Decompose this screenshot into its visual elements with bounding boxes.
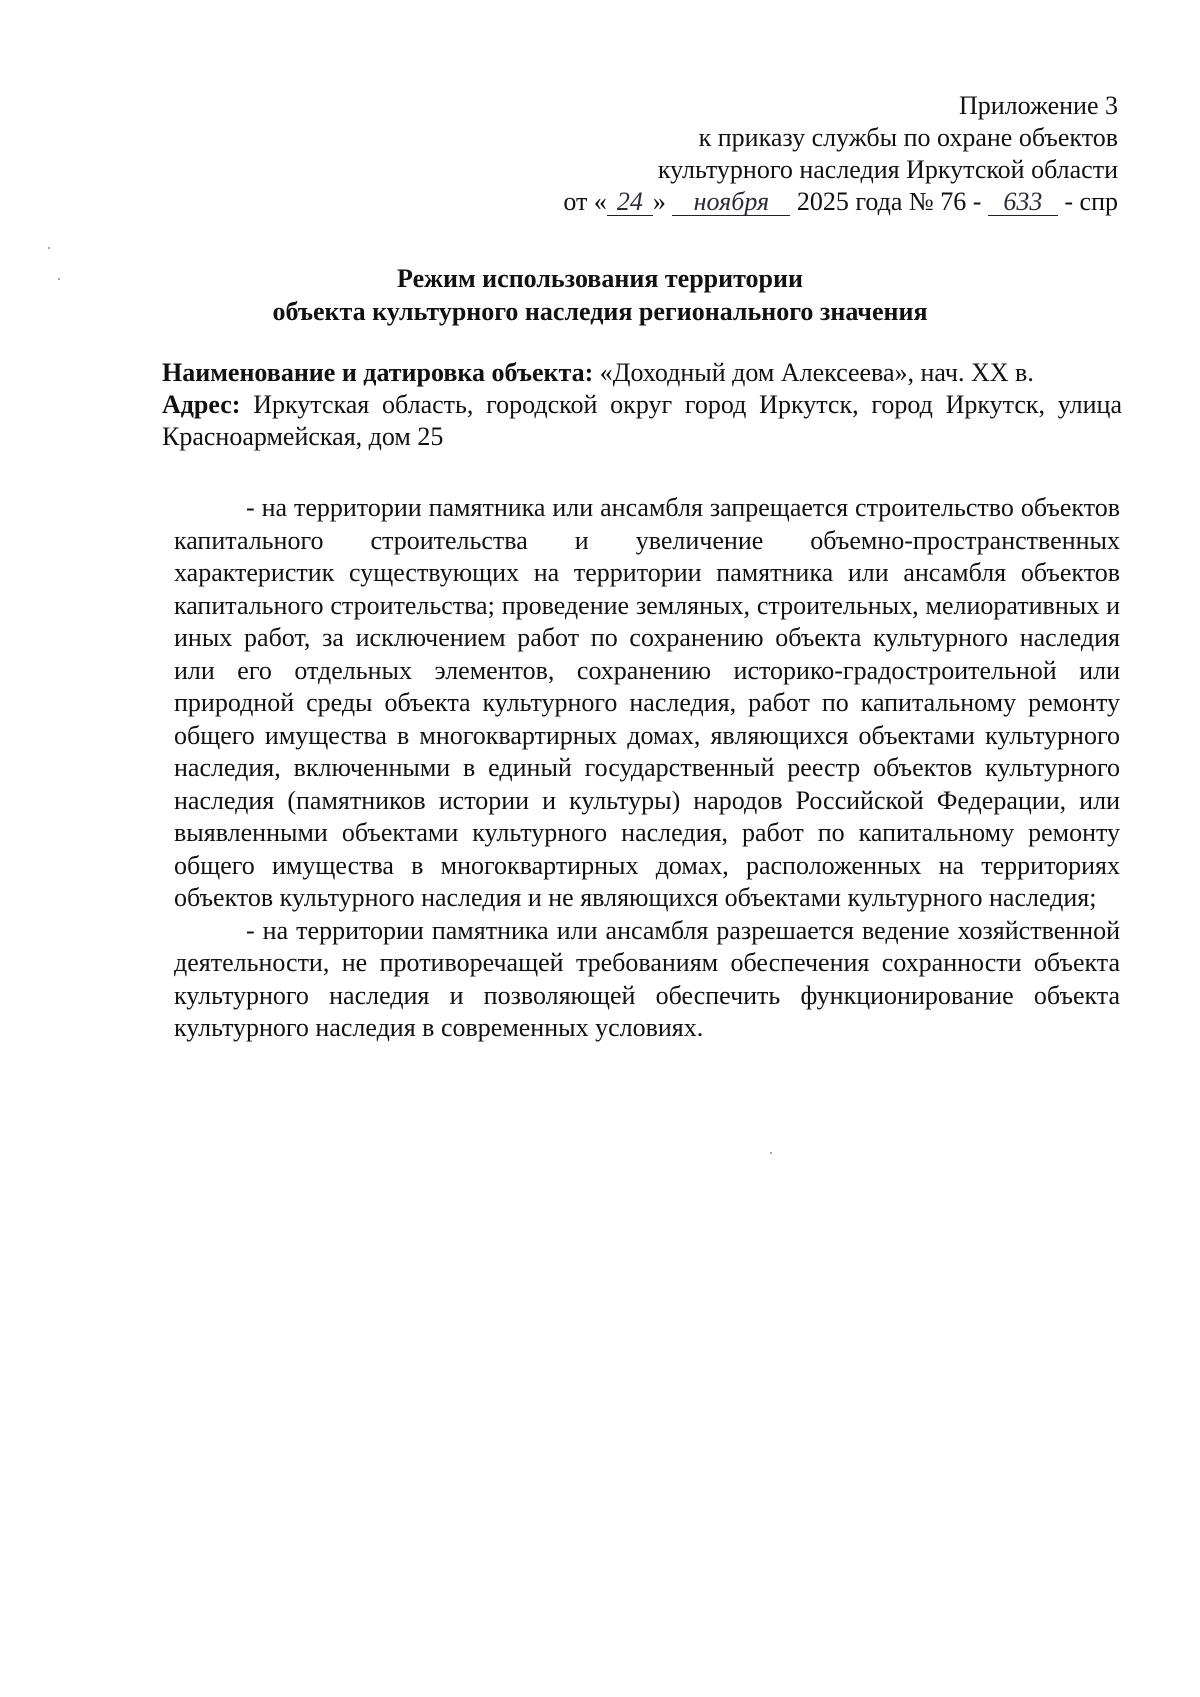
order-day-handwritten: 24 (607, 189, 653, 216)
order-month-handwritten: ноября (672, 189, 790, 216)
title-line-1: Режим использования территории (397, 264, 803, 293)
document-title (0, 262, 1200, 328)
order-number-handwritten: 633 (988, 189, 1058, 216)
regime-body (174, 492, 1120, 1045)
appendix-authority: культурного наследия Иркутской области (657, 155, 1118, 184)
object-info (162, 357, 1122, 453)
regime-prohibition-paragraph: - на территории памятника или ансамбля запрещается строительство объектов капитального строительства и увеличение объемно-пространственных характеристик существующих на территории памятника или ансамбля объектов капитального строительства; проведение земляных, строительных, мелиоративных и иных работ, за исключением работ по сохранению объекта культурного наследия или его отдельных элементов, сохранению историко-градостроительной или природной среды объекта культурного наследия, работ по капитальному ремонту общего имущества в многоквартирных домах, являющихся объектами культурного наследия, включенными в единый государственный реестр объектов культурного наследия (памятников истории и культуры) народов Российской Федерации, или выявленными объектами культурного наследия, работ по капитальному ремонту общего имущества в многоквартирных домах, расположенных на территориях объектов культурного наследия и не являющихся объектами культурного наследия; (174, 493, 1120, 912)
scan-speck (770, 1152, 772, 1154)
title-line-2: объекта культурного наследия регионального значения (272, 297, 928, 326)
order-date-quote: » (652, 187, 666, 216)
scan-speck (58, 278, 60, 280)
object-address-label: Адрес: (162, 390, 241, 419)
object-address-row (162, 389, 1122, 453)
object-address-value: Иркутская область, городской округ город Иркутск, город Иркутск, улица Красноармейская, дом 25 (162, 390, 1122, 451)
object-name-value: «Доходный дом Алексеева», нач. XX в. (599, 358, 1034, 387)
order-year-text: 2025 года № 76 - (796, 187, 982, 216)
appendix-number: Приложение 3 (958, 91, 1118, 120)
object-name-row (162, 357, 1122, 389)
scan-speck (48, 247, 50, 249)
appendix-header (563, 90, 1118, 218)
object-name-label: Наименование и датировка объекта: (162, 358, 594, 387)
order-date-line (563, 186, 1118, 218)
appendix-order-reference: к приказу службы по охране объектов (698, 123, 1118, 152)
order-date-prefix: от « (563, 187, 607, 216)
regime-permission-paragraph: - на территории памятника или ансамбля разрешается ведение хозяйственной деятельности, не противоречащей требованиям обеспечения сохранности объекта культурного наследия и позволяющей обеспечить функционирование объекта культурного наследия в современных условиях. (174, 915, 1120, 1042)
order-suffix: - спр (1064, 187, 1118, 216)
